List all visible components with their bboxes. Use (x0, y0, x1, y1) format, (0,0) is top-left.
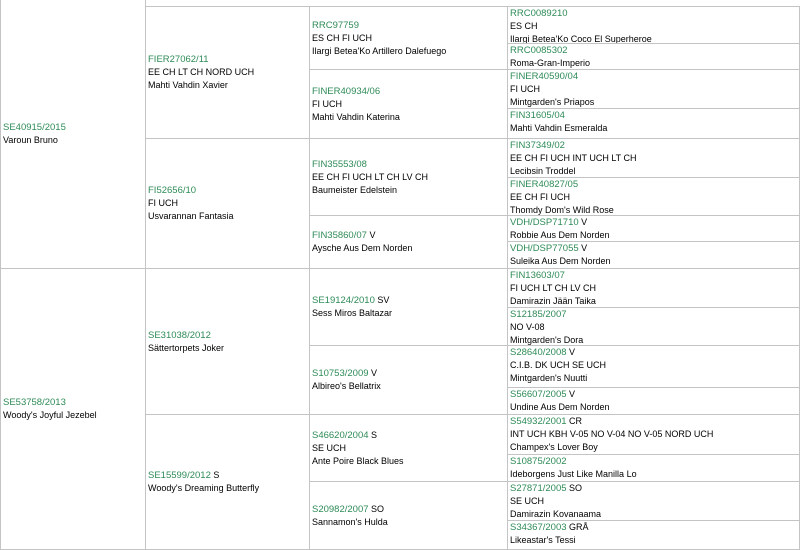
dog-titles: ES CH (510, 21, 538, 31)
dog-name: Champex's Lover Boy (510, 442, 598, 452)
dog-cell (508, 242, 800, 269)
registration-link[interactable]: VDH/DSP77055 (510, 243, 579, 254)
dog-cell (508, 388, 800, 415)
dog-cell (508, 308, 800, 346)
dog-name: Roma-Gran-Imperio (510, 58, 591, 68)
dog-cell-sire (0, 0, 146, 269)
dog-name: Sess Miros Baltazar (312, 308, 393, 318)
dog-cell (508, 346, 800, 388)
dog-name: Mintgarden's Dora (510, 335, 584, 345)
registration-link[interactable]: FIN31605/04 (510, 110, 565, 121)
dog-cell (508, 269, 800, 308)
dog-cell (508, 415, 800, 455)
registration-link[interactable]: FIER27062/11 (148, 54, 209, 65)
dog-name: Woody's Joyful Jezebel (3, 410, 97, 420)
color-code: V (578, 243, 588, 253)
dog-titles: FI UCH LT CH LV CH (510, 283, 597, 293)
dog-titles: INT UCH KBH V-05 NO V-04 NO V-05 NORD UCH (510, 429, 714, 439)
dog-name: Aysche Aus Dem Norden (312, 243, 413, 253)
dog-cell (310, 139, 508, 216)
dog-cell (310, 6, 508, 70)
dog-cell (310, 216, 508, 269)
color-code: SO (566, 483, 583, 493)
registration-link[interactable]: S20982/2007 (312, 503, 369, 515)
registration-link[interactable]: S10753/2009 (312, 368, 369, 379)
dog-name: Ilargi Betea'Ko Coco El Superheroe (510, 34, 652, 44)
color-code: S (368, 429, 378, 440)
dog-cell (310, 70, 508, 139)
dog-name: Varoun Bruno (3, 135, 58, 145)
registration-link[interactable]: FINER40590/04 (510, 71, 579, 82)
dog-cell (508, 44, 800, 70)
dog-cell (508, 70, 800, 109)
dog-titles: FI UCH (148, 198, 178, 208)
color-code: CR (566, 416, 583, 426)
dog-cell (508, 521, 800, 550)
dog-titles: ES CH FI UCH (312, 32, 373, 43)
dog-cell (310, 415, 508, 482)
dog-titles: C.I.B. DK UCH SE UCH (510, 360, 607, 370)
registration-link[interactable]: FIN13603/07 (510, 270, 565, 281)
registration-link[interactable]: S54932/2001 (510, 416, 567, 427)
dog-name: Mintgarden's Nuutti (510, 373, 588, 383)
registration-link[interactable]: SE15599/2012 (148, 470, 211, 481)
color-code: V (366, 230, 376, 240)
dog-name: Undine Aus Dem Norden (510, 402, 610, 412)
registration-link[interactable]: S46620/2004 (312, 429, 369, 441)
registration-link[interactable]: RRC97759 (312, 19, 359, 31)
registration-link[interactable]: FINER40934/06 (312, 85, 381, 97)
dog-cell (508, 139, 800, 178)
color-code: V (566, 389, 576, 399)
dog-cell (146, 139, 310, 269)
registration-link[interactable]: VDH/DSP71710 (510, 217, 579, 228)
dog-titles: FI UCH (312, 98, 342, 109)
dog-titles: EE CH FI UCH INT UCH LT CH (510, 153, 637, 163)
dog-cell (508, 178, 800, 216)
registration-link[interactable]: S28640/2008 (510, 347, 567, 358)
dog-titles: SE UCH (312, 442, 347, 453)
color-code: SV (374, 295, 390, 305)
dog-cell-dam (0, 269, 146, 550)
dog-titles: SE UCH (510, 496, 545, 506)
registration-link[interactable]: SE40915/2015 (3, 122, 66, 133)
registration-link[interactable]: S12185/2007 (510, 309, 567, 320)
dog-cell (146, 6, 310, 139)
dog-name: Thomdy Dom's Wild Rose (510, 205, 614, 215)
dog-titles: EE CH LT CH NORD UCH (148, 67, 255, 77)
dog-name: Mintgarden's Priapos (510, 97, 595, 107)
dog-cell (508, 109, 800, 139)
color-code: V (368, 368, 378, 378)
color-code: S (210, 470, 220, 480)
dog-titles: EE CH FI UCH LT CH LV CH (312, 171, 429, 182)
dog-name: Damirazin Kovanaama (510, 509, 602, 519)
dog-cell (508, 455, 800, 482)
color-code: GRÅ (566, 522, 589, 532)
registration-link[interactable]: S34367/2003 (510, 522, 567, 533)
registration-link[interactable]: SE31038/2012 (148, 329, 211, 341)
dog-cell (146, 415, 310, 550)
registration-link[interactable]: SE53758/2013 (3, 397, 66, 408)
dog-cell (508, 6, 800, 44)
dog-cell (310, 269, 508, 346)
dog-name: Sannamon's Hulda (312, 516, 388, 527)
registration-link[interactable]: SE19124/2010 (312, 295, 375, 306)
color-code: V (566, 347, 576, 357)
dog-cell (508, 482, 800, 521)
registration-link[interactable]: FINER40827/05 (510, 179, 579, 190)
dog-cell (310, 346, 508, 415)
color-code: V (578, 217, 588, 227)
dog-name: Ante Poire Black Blues (312, 455, 404, 466)
dog-cell (146, 269, 310, 415)
dog-name: Ilargi Betea'Ko Artillero Dalefuego (312, 45, 447, 56)
dog-name: Albireo's Bellatrix (312, 381, 381, 391)
dog-name: Sättertorpets Joker (148, 342, 225, 353)
registration-link[interactable]: RRC0085302 (510, 45, 568, 56)
dog-cell (310, 482, 508, 550)
registration-link[interactable]: FIN35553/08 (312, 158, 367, 170)
dog-name: Mahti Vahdin Esmeralda (510, 123, 608, 133)
dog-name: Suleika Aus Dem Norden (510, 256, 611, 266)
dog-cell (508, 216, 800, 242)
dog-titles: NO V-08 (510, 322, 545, 332)
dog-name: Woody's Dreaming Butterfly (148, 483, 260, 493)
registration-link[interactable]: S27871/2005 (510, 483, 567, 494)
dog-name: Mahti Vahdin Katerina (312, 111, 400, 122)
registration-link[interactable]: S56607/2005 (510, 389, 567, 400)
dog-titles: FI UCH (510, 84, 540, 94)
dog-name: Damirazin Jään Taika (510, 296, 596, 306)
registration-link[interactable]: FIN37349/02 (510, 140, 565, 151)
dog-name: Likeastar's Tessi (510, 535, 576, 545)
dog-name: Robbie Aus Dem Norden (510, 230, 610, 240)
dog-name: Baumeister Edelstein (312, 184, 398, 195)
registration-link[interactable]: FIN35860/07 (312, 230, 367, 241)
dog-name: Mahti Vahdin Xavier (148, 80, 228, 90)
registration-link[interactable]: RRC0089210 (510, 8, 568, 19)
dog-name: Lecibsin Troddel (510, 166, 576, 176)
dog-name: Ideborgens Just Like Manilla Lo (510, 469, 637, 479)
dog-name: Usvarannan Fantasia (148, 211, 234, 221)
registration-link[interactable]: S10875/2002 (510, 456, 567, 467)
color-code: SO (368, 503, 385, 514)
registration-link[interactable]: FI52656/10 (148, 185, 197, 196)
dog-titles: EE CH FI UCH (510, 192, 571, 202)
